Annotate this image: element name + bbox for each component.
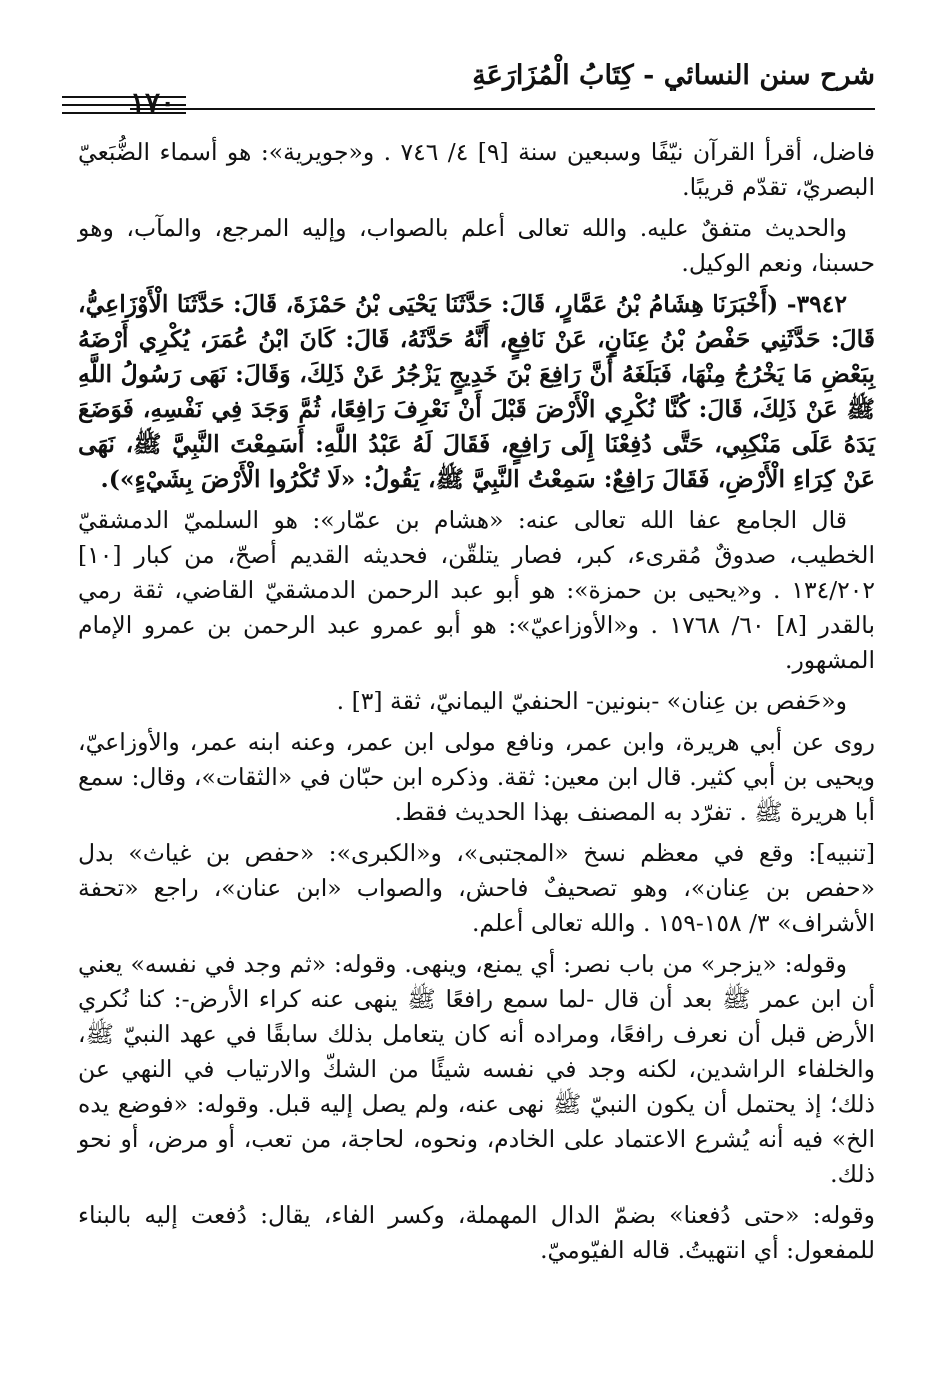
- page-header: [62, 58, 875, 118]
- paragraph-narrator-note: فاضل، أقرأ القرآن نيّفًا وسبعين سنة [٩] ٤/ ٧٤٦ . و«جويرية»: هو أسماء الضُّبَعيّ البصريّ، تقدّم قريبًا.: [78, 138, 875, 201]
- hadith-text-3942: ٣٩٤٢- (أَخْبَرَنَا هِشَامُ بْنُ عَمَّارٍ، قَالَ: حَدَّثَنَا يَحْيَى بْنُ حَمْزَةَ، قَالَ: حَدَّثَنَا الْأَوْزَاعِيُّ، قَالَ: حَدَّثَنِي حَفْصُ بْنُ عِنَانٍ، عَنْ نَافِعٍ، أَنَّهُ حَدَّثَهُ، قَالَ: كَانَ ابْنُ عُمَرَ، يُكْرِي أَرْضَهُ بِبَعْضِ مَا يَخْرُجُ مِنْهَا، فَبَلَغَهُ أَنَّ رَافِعَ بْنَ خَدِيجٍ يَزْجُرُ عَنْ ذَلِكَ، وَقَالَ: نَهَى رَسُولُ اللَّهِ ﷺ عَنْ ذَلِكَ، قَالَ: كُنَّا نُكْرِي الْأَرْضَ قَبْلَ أَنْ نَعْرِفَ رَافِعًا، ثُمَّ وَجَدَ فِي نَفْسِهِ، فَوَضَعَ يَدَهُ عَلَى مَنْكِبِي، حَتَّى دُفِعْنَا إِلَى رَافِعٍ، فَقَالَ لَهُ عَبْدُ اللَّهِ: أَسَمِعْتَ النَّبِيَّ ﷺ، نَهَى عَنْ كِرَاءِ الْأَرْضِ، فَقَالَ رَافِعٌ: سَمِعْتُ النَّبِيَّ ﷺ، يَقُولُ: «لَا تُكْرُوا الْأَرْضَ بِشَيْءٍ»).: [78, 290, 875, 493]
- paragraph-explanation-dufina: وقوله: «حتى دُفعنا» بضمّ الدال المهملة، وكسر الفاء، يقال: دُفعت إليه بالبناء للمفعول: أي انتهيتُ. قاله الفيّوميّ.: [78, 1201, 875, 1264]
- paragraph-hadith-agreed: والحديث متفقٌ عليه. والله تعالى أعلم بالصواب، وإليه المرجع، والمآب، وهو حسبنا، ونعم الوكيل.: [78, 214, 875, 277]
- page-number-rule-top: [62, 96, 186, 98]
- paragraph-hafs-bin-inan: و«حَفص بن عِنان» -بنونين- الحنفيّ اليمانيّ، ثقة [٣] .: [336, 687, 847, 715]
- page-number-rule-bottom: [62, 112, 186, 114]
- paragraph-explanation-yazjur: وقوله: «يزجر» من باب نصر: أي يمنع، وينهى. وقوله: «ثم وجد في نفسه» يعني أن ابن عمر ﷺ بعد أن قال -لما سمع رافعًا ﷺ ينهى عنه كراء الأرض-: كنا نُكري الأرض قبل أن نعرف رافعًا، ومراده أنه كان يتعامل بذلك سابقًا في عهد النبيّ ﷺ، والخلفاء الراشدين، لكنه وجد في نفسه شيئًا من الشكّ والارتياب في النهي عن ذلك؛ إذ يحتمل أن يكون النبيّ ﷺ نهى عنه، ولم يصل إليه قبل. وقوله: «فوضع يده الخ» فيه أنه يُشرع الاعتماد على الخادم، ونحوه، لحاجة، من تعب، أو مرض، أو نحو ذلك.: [78, 950, 875, 1188]
- paragraph-hafs-biography: روى عن أبي هريرة، وابن عمر، ونافع مولى ابن عمر، وعنه ابنه عمر، والأوزاعيّ، ويحيى بن أبي كثير. قال ابن معين: ثقة. وذكره ابن حبّان في «الثقات»، وقال: سمع أبا هريرة ﷺ . تفرّد به المصنف بهذا الحديث فقط.: [78, 728, 875, 826]
- page-number: ١٧٠: [130, 86, 176, 119]
- header-rule: [130, 108, 875, 110]
- running-title: شرح سنن النسائي - كِتَابُ الْمُزَارَعَةِ: [472, 60, 875, 91]
- paragraph-tanbih-note: [تنبيه]: وقع في معظم نسخ «المجتبى»، و«الكبرى»: «حفص بن غياث» بدل «حفص بن عِنان»، وهو تصحيفٌ فاحش، والصواب «ابن عنان»، راجع «تحفة الأشراف» ٣/ ١٥٨-١٥٩ . والله تعالى أعلم.: [78, 839, 875, 937]
- paragraph-narrators-commentary: قال الجامع عفا الله تعالى عنه: «هشام بن عمّار»: هو السلميّ الدمشقيّ الخطيب، صدوقٌ مُقرىء، كبر، فصار يتلقّن، فحديثه القديم أصحّ، من كبار [١٠] ١٣٤/٢٠٢ . و«يحيى بن حمزة»: هو أبو عبد الرحمن الدمشقيّ القاضي، ثقة رمي بالقدر [٨] ٦٠/ ١٧٦٨ . و«الأوزاعيّ»: هو أبو عمرو عبد الرحمن بن عمرو الإمام المشهور.: [78, 506, 875, 674]
- page-number-rule-middle: [62, 104, 186, 106]
- page-body: [78, 135, 875, 1274]
